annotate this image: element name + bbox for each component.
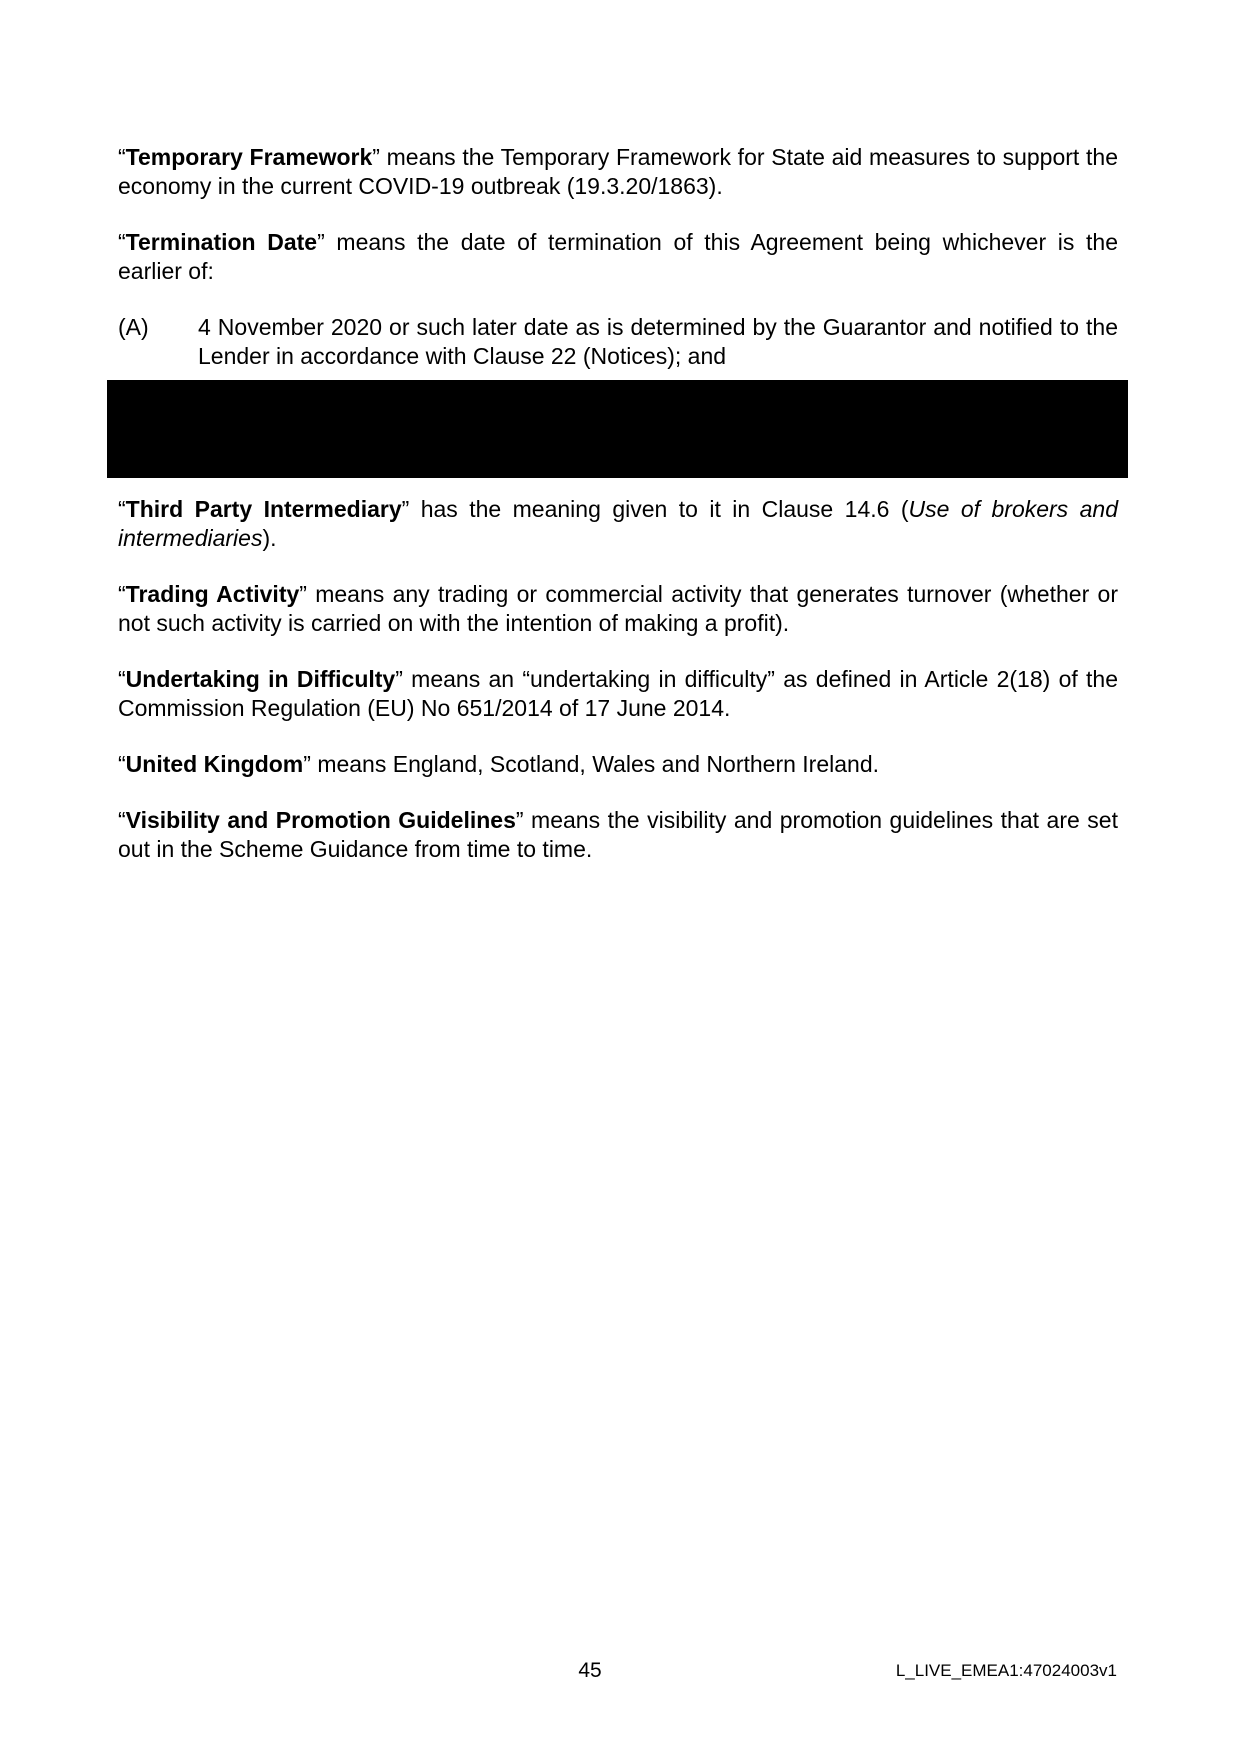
defined-term: Undertaking in Difficulty [125, 666, 396, 692]
definition-trading-activity [118, 580, 1118, 638]
definition-body: ” means any trading or commercial activity that generates turnover (whether or not such activity is carried on with the intention of making a profit). [118, 581, 1118, 636]
definition-body: ” means the date of termination of this Agreement being whichever is the earlier of: [118, 229, 1119, 284]
defined-term: Temporary Framework [125, 144, 373, 170]
definition-body: ” means the visibility and promotion guidelines that are set out in the Scheme Guidance from time to time. [118, 807, 1118, 862]
redacted-block [107, 380, 1128, 478]
defined-term: Third Party Intermediary [125, 496, 402, 522]
open-quote: “ [118, 807, 126, 833]
definition-body: ” has the meaning given to it in Clause 14.6 ( [401, 496, 909, 522]
definition-termination-date [118, 228, 1118, 286]
defined-term: Trading Activity [125, 581, 300, 607]
definition-temporary-framework [118, 143, 1118, 201]
italic-reference: Notices [590, 343, 668, 369]
definition-body: ” means the Temporary Framework for State aid measures to support the economy in the current COVID-19 outbreak (19.3.20/1863). [118, 144, 1118, 199]
open-quote: “ [118, 229, 126, 255]
list-item-text-end: ); and [667, 343, 727, 369]
definition-undertaking-in-difficulty [118, 665, 1118, 723]
list-item-text: 4 November 2020 or such later date as is determined by the Guarantor and notified to the Lender in accordance with Clause 22 ( [198, 314, 1118, 369]
doc-reference-stamp: L_LIVE_EMEA1:47024003v1 [895, 1661, 1117, 1680]
footer-page-number: 45 [578, 1659, 602, 1682]
list-item-a [118, 313, 1118, 371]
italic-reference: Use of brokers and intermediaries [118, 496, 1118, 551]
definition-body-end: ). [262, 525, 277, 551]
open-quote: “ [118, 496, 126, 522]
list-item-label: (A) [118, 314, 149, 340]
open-quote: “ [118, 666, 126, 692]
defined-term: United Kingdom [125, 751, 304, 777]
definition-united-kingdom [118, 750, 1118, 779]
definition-body: ” means an “undertaking in difficulty” as defined in Article 2(18) of the Commission Regulation (EU) No 651/2014 of 17 June 2014. [118, 666, 1118, 721]
open-quote: “ [118, 581, 126, 607]
open-quote: “ [118, 144, 126, 170]
document-content [118, 143, 1118, 891]
defined-term: Visibility and Promotion Guidelines [125, 807, 516, 833]
defined-term: Termination Date [125, 229, 318, 255]
open-quote: “ [118, 751, 126, 777]
definition-visibility-and-promotion-guidelines [118, 806, 1118, 864]
definition-body: ” means England, Scotland, Wales and Northern Ireland. [303, 751, 880, 777]
definition-third-party-intermediary [118, 495, 1118, 553]
